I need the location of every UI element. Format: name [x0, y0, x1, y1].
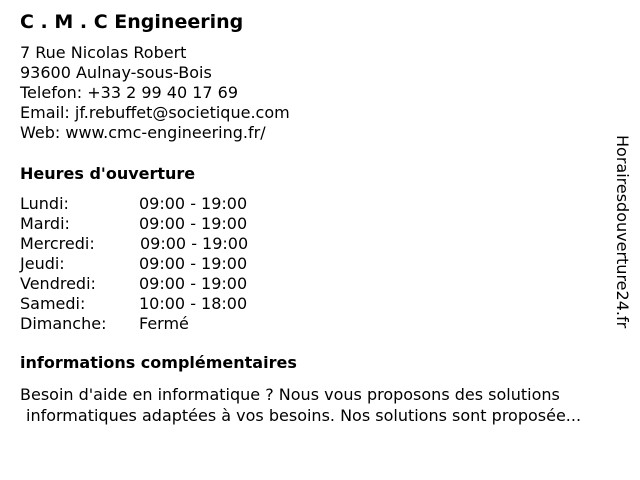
day-label: Jeudi: [20, 254, 65, 273]
phone-number: Telefon: +33 2 99 40 17 69 [20, 83, 239, 102]
day-label: Dimanche: [20, 314, 107, 333]
email-address: Email: jf.rebuffet@societique.com [20, 103, 290, 122]
day-hours: 09:00 - 19:00 [139, 274, 248, 293]
info-description [20, 384, 632, 426]
day-label: Lundi: [20, 194, 69, 213]
site-watermark: Horairesdouverture24.fr [613, 135, 632, 329]
business-name: C . M . C Engineering [20, 11, 244, 33]
address-city: 93600 Aulnay-sous-Bois [20, 63, 212, 82]
day-hours: 10:00 - 18:00 [139, 294, 248, 313]
day-hours: Fermé [139, 314, 189, 333]
info-line-2: informatiques adaptées à vos besoins. Nos solutions sont proposée... [26, 406, 582, 425]
day-label: Vendredi: [20, 274, 96, 293]
day-label: Mercredi: [20, 234, 95, 253]
day-hours: 09:00 - 19:00 [139, 254, 248, 273]
day-hours: 09:00 - 19:00 [139, 194, 248, 213]
address-street: 7 Rue Nicolas Robert [20, 43, 187, 62]
day-hours: 09:00 - 19:00 [139, 214, 248, 233]
contact-block [20, 43, 290, 143]
day-label: Samedi: [20, 294, 86, 313]
info-heading: informations complémentaires [20, 353, 297, 372]
website: Web: www.cmc-engineering.fr/ [20, 123, 266, 142]
day-hours: 09:00 - 19:00 [140, 234, 249, 253]
info-line-1: Besoin d'aide en informatique ? Nous vous proposons des solutions [20, 385, 560, 404]
hours-heading: Heures d'ouverture [20, 164, 196, 183]
day-label: Mardi: [20, 214, 70, 233]
